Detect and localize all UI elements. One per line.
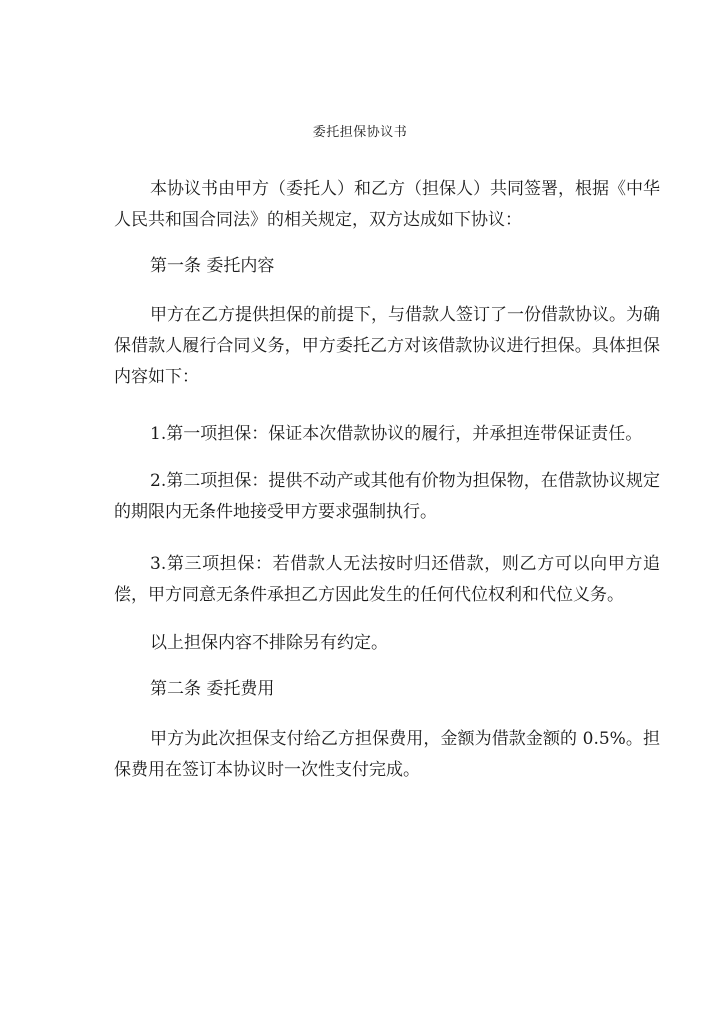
article-1-body: 甲方在乙方提供担保的前提下，与借款人签订了一份借款协议。为确保借款人履行合同义务，甲方委托乙方对该借款协议进行担保。具体担保内容如下： — [114, 305, 660, 387]
guarantee-item-3: 3.第三项担保：若借款人无法按时归还借款，则乙方可以向甲方追偿，甲方同意无条件承担乙方因此发生的任何代位权利和代位义务。 — [114, 554, 660, 605]
article-1-heading: 第一条 委托内容 — [150, 256, 275, 276]
guarantee-item-1: 1.第一项担保：保证本次借款协议的履行，并承担连带保证责任。 — [150, 424, 643, 444]
note-paragraph: 以上担保内容不排除另有约定。 — [150, 633, 388, 653]
document-title: 委托担保协议书 — [312, 125, 408, 140]
guarantee-item-2: 2.第二项担保：提供不动产或其他有价物为担保物，在借款协议规定的期限内无条件地接受甲方要求强制执行。 — [114, 471, 660, 522]
intro-paragraph: 本协议书由甲方（委托人）和乙方（担保人）共同签署，根据《中华人民共和国合同法》的相关规定，双方达成如下协议： — [114, 179, 660, 230]
article-2-heading: 第二条 委托费用 — [150, 679, 275, 699]
article-2-body: 甲方为此次担保支付给乙方担保费用，金额为借款金额的 0.5%。担保费用在签订本协议时一次性支付完成。 — [114, 729, 660, 780]
